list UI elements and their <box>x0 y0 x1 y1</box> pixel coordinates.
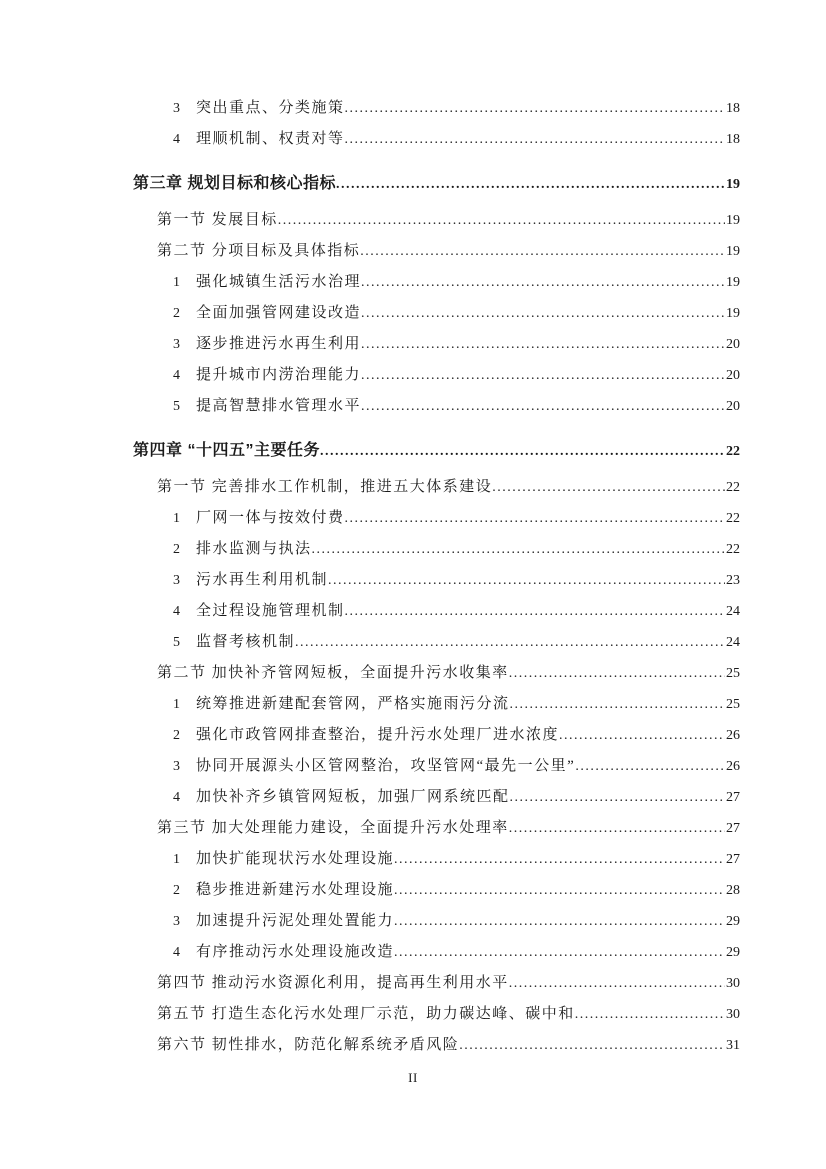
toc-entry-item[interactable] <box>133 940 740 971</box>
toc-item-number: 3 <box>173 101 180 116</box>
dot-leader <box>345 131 725 148</box>
toc-item-number: 5 <box>173 399 180 414</box>
dot-leader <box>509 975 725 992</box>
toc-page-number: 27 <box>726 821 740 836</box>
dot-leader <box>575 1006 725 1023</box>
toc-entry-item[interactable] <box>133 599 740 630</box>
dot-leader <box>361 336 725 353</box>
toc-page-number: 22 <box>726 480 740 495</box>
toc-entry-chapter[interactable] <box>133 437 740 468</box>
toc-page-number: 19 <box>726 244 740 259</box>
toc-page-number: 27 <box>726 852 740 867</box>
dot-leader <box>345 510 725 527</box>
toc-item-number: 4 <box>173 368 180 383</box>
toc-entry-title: 全面加强管网建设改造 <box>196 305 362 321</box>
dot-leader <box>575 758 725 775</box>
toc-page-number: 19 <box>726 275 740 290</box>
toc-entry-title: 第四章 “十四五”主要任务 <box>133 442 320 459</box>
toc-item-number: 3 <box>173 337 180 352</box>
toc-page-number: 18 <box>726 101 740 116</box>
toc-entry-title: 第二节 加快补齐管网短板，全面提升污水收集率 <box>157 665 509 681</box>
toc-item-number: 2 <box>173 883 180 898</box>
dot-leader <box>361 274 725 291</box>
toc-entry-title: 厂网一体与按效付费 <box>196 510 345 526</box>
toc-entry-section[interactable] <box>133 475 740 506</box>
toc-entry-title: 排水监测与执法 <box>196 541 312 557</box>
dot-leader <box>510 789 725 806</box>
toc-page-number: 19 <box>726 213 740 228</box>
toc-item-number: 1 <box>173 852 180 867</box>
toc-item-number: 2 <box>173 728 180 743</box>
toc-page-number: 22 <box>726 444 740 459</box>
toc-entry-item[interactable] <box>133 692 740 723</box>
dot-leader <box>320 442 725 460</box>
toc-item-number: 4 <box>173 790 180 805</box>
toc-page-number: 25 <box>726 697 740 712</box>
toc-entry-title: 稳步推进新建污水处理设施 <box>196 882 395 898</box>
toc-entry-title: 强化城镇生活污水治理 <box>196 274 362 290</box>
toc-item-number: 1 <box>173 511 180 526</box>
toc-entry-item[interactable] <box>133 847 740 878</box>
toc-entry-section[interactable] <box>133 971 740 1002</box>
toc-item-number: 1 <box>173 697 180 712</box>
dot-leader <box>559 727 725 744</box>
toc-page-number: 22 <box>726 511 740 526</box>
toc-entry-item[interactable] <box>133 537 740 568</box>
dot-leader <box>492 479 725 496</box>
toc-page-number: 29 <box>726 945 740 960</box>
toc-entry-title: 提升城市内涝治理能力 <box>196 367 362 383</box>
toc-item-number: 3 <box>173 573 180 588</box>
toc-entry-item[interactable] <box>133 96 740 127</box>
dot-leader <box>510 696 725 713</box>
dot-leader <box>328 572 725 589</box>
toc-entry-title: 逐步推进污水再生利用 <box>196 336 362 352</box>
toc-item-number: 4 <box>173 132 180 147</box>
toc-page-number: 31 <box>726 1038 740 1053</box>
toc-entry-section[interactable] <box>133 1033 740 1064</box>
dot-leader <box>361 305 725 322</box>
toc-entry-title: 第六节 韧性排水，防范化解系统矛盾风险 <box>157 1037 460 1053</box>
toc-entry-title: 监督考核机制 <box>196 634 296 650</box>
toc-item-number: 4 <box>173 945 180 960</box>
toc-item-number: 3 <box>173 759 180 774</box>
toc-page-number: 26 <box>726 759 740 774</box>
toc-page-number: 23 <box>726 573 740 588</box>
toc-entry-section[interactable] <box>133 1002 740 1033</box>
toc-entry-title: 强化市政管网排查整治，提升污水处理厂进水浓度 <box>196 727 560 743</box>
toc-page-number: 24 <box>726 604 740 619</box>
toc-entry-title: 理顺机制、权责对等 <box>196 131 345 147</box>
toc-page-number: 26 <box>726 728 740 743</box>
dot-leader <box>394 882 725 899</box>
page-footer <box>0 1070 826 1086</box>
toc-entry-title: 污水再生利用机制 <box>196 572 329 588</box>
toc-entry-title: 全过程设施管理机制 <box>196 603 345 619</box>
toc-entry-item[interactable] <box>133 630 740 661</box>
toc-entry-title: 统筹推进新建配套管网，严格实施雨污分流 <box>196 696 510 712</box>
toc-entry-item[interactable] <box>133 568 740 599</box>
dot-leader <box>295 634 725 651</box>
toc-entry-title: 第一节 发展目标 <box>157 212 278 228</box>
toc-entry-title: 提高智慧排水管理水平 <box>196 398 362 414</box>
toc-entry-item[interactable] <box>133 785 740 816</box>
toc-page-number: 30 <box>726 1007 740 1022</box>
toc-page-number: 28 <box>726 883 740 898</box>
toc-entry-item[interactable] <box>133 754 740 785</box>
toc-entry-section[interactable] <box>133 239 740 270</box>
dot-leader <box>361 367 725 384</box>
toc-page-number: 22 <box>726 542 740 557</box>
toc-entry-title: 加速提升污泥处理处置能力 <box>196 913 395 929</box>
toc-page-number: 30 <box>726 976 740 991</box>
toc-item-number: 4 <box>173 604 180 619</box>
dot-leader <box>509 665 725 682</box>
toc-page-number: 20 <box>726 337 740 352</box>
dot-leader <box>345 100 725 117</box>
toc-item-number: 2 <box>173 542 180 557</box>
dot-leader <box>360 243 725 260</box>
toc-entry-item[interactable] <box>133 506 740 537</box>
toc-entry-title: 第三节 加大处理能力建设，全面提升污水处理率 <box>157 820 509 836</box>
footer-page-number: II <box>408 1070 418 1085</box>
toc-entry-title: 加快补齐乡镇管网短板，加强厂网系统匹配 <box>196 789 510 805</box>
dot-leader <box>394 851 725 868</box>
toc-page-number: 25 <box>726 666 740 681</box>
dot-leader <box>394 913 725 930</box>
toc-entry-title: 第四节 推动污水资源化利用，提高再生利用水平 <box>157 975 509 991</box>
toc-page-number: 27 <box>726 790 740 805</box>
toc-entry-item[interactable] <box>133 878 740 909</box>
toc-entry-item[interactable] <box>133 363 740 394</box>
toc-entry-item[interactable] <box>133 127 740 158</box>
toc-entry-title: 第三章 规划目标和核心指标 <box>133 175 336 192</box>
toc-entry-item[interactable] <box>133 909 740 940</box>
table-of-contents <box>133 96 740 1064</box>
toc-item-number: 5 <box>173 635 180 650</box>
toc-page-number: 19 <box>726 306 740 321</box>
toc-page-number: 19 <box>726 177 740 192</box>
toc-page-number: 20 <box>726 399 740 414</box>
toc-entry-title: 加快扩能现状污水处理设施 <box>196 851 395 867</box>
toc-entry-item[interactable] <box>133 270 740 301</box>
toc-entry-item[interactable] <box>133 301 740 332</box>
toc-page-number: 18 <box>726 132 740 147</box>
toc-entry-item[interactable] <box>133 394 740 425</box>
toc-entry-title: 第二节 分项目标及具体指标 <box>157 243 361 259</box>
dot-leader <box>336 175 725 193</box>
toc-item-number: 3 <box>173 914 180 929</box>
dot-leader <box>509 820 725 837</box>
toc-entry-section[interactable] <box>133 208 740 239</box>
dot-leader <box>361 398 725 415</box>
toc-entry-title: 有序推动污水处理设施改造 <box>196 944 395 960</box>
dot-leader <box>459 1037 725 1054</box>
toc-entry-section[interactable] <box>133 661 740 692</box>
toc-entry-title: 第五节 打造生态化污水处理厂示范，助力碳达峰、碳中和 <box>157 1006 575 1022</box>
dot-leader <box>278 212 725 229</box>
toc-entry-title: 突出重点、分类施策 <box>196 100 345 116</box>
toc-entry-item[interactable] <box>133 332 740 363</box>
toc-page-number: 29 <box>726 914 740 929</box>
toc-item-number: 2 <box>173 306 180 321</box>
toc-page-number: 24 <box>726 635 740 650</box>
toc-item-number: 1 <box>173 275 180 290</box>
toc-entry-chapter[interactable] <box>133 170 740 201</box>
toc-entry-section[interactable] <box>133 816 740 847</box>
dot-leader <box>345 603 725 620</box>
dot-leader <box>394 944 725 961</box>
toc-entry-title: 协同开展源头小区管网整治，攻坚管网“最先一公里” <box>196 758 576 774</box>
toc-entry-item[interactable] <box>133 723 740 754</box>
toc-page-number: 20 <box>726 368 740 383</box>
dot-leader <box>312 541 725 558</box>
toc-entry-title: 第一节 完善排水工作机制，推进五大体系建设 <box>157 479 493 495</box>
